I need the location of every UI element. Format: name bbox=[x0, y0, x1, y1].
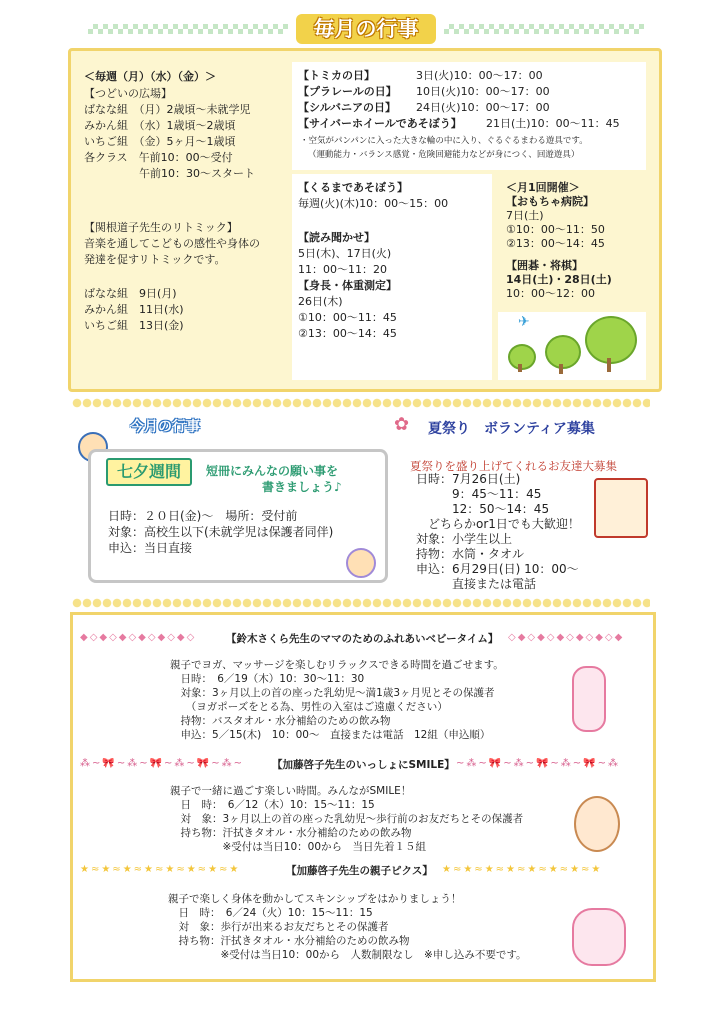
pics-heading: 【加藤啓子先生の親子ピクス】 bbox=[286, 865, 433, 877]
toy-value: 24日(火)10：00～17：00 bbox=[416, 101, 550, 114]
tanabata-date: 日時：２０日(金)～ 場所：受付前 bbox=[108, 509, 298, 523]
tanabata-message: 短冊にみんなの願い事を bbox=[206, 464, 339, 478]
read-dates: 5日(木)、17日(火) bbox=[298, 247, 392, 260]
doctor-time: ①10：00～11：50 bbox=[506, 223, 605, 236]
orihime-icon bbox=[346, 548, 376, 578]
this-month-title: 今月の行事 bbox=[130, 419, 200, 435]
tanabata-target: 対象：高校生以下(未就学児は保護者同伴) bbox=[108, 525, 334, 539]
weekly-sub: 【つどいの広場】 bbox=[84, 87, 172, 100]
rhythm-row: ばなな組 9日(月) bbox=[84, 287, 177, 300]
smile-line: 対 象：3ヶ月以上の首の座った乳幼児～歩行前のお友だちとその保護者 bbox=[170, 813, 524, 825]
toy-value: 21日(土)10：00～11：45 bbox=[486, 117, 620, 130]
rabbit-yoga-icon bbox=[572, 666, 606, 732]
go-time: 10：00～12：00 bbox=[506, 287, 595, 300]
toy-value: 3日(火)10：00～17：00 bbox=[416, 69, 543, 82]
rhythm-row: みかん組 11日(水) bbox=[84, 303, 184, 316]
volunteer-line: どちらかor1日でも大歓迎！ bbox=[416, 517, 580, 531]
pics-line: 日 時： 6／24（火）10：15～11：15 bbox=[168, 907, 373, 919]
tanabata-label: 七夕週間 bbox=[106, 458, 192, 486]
volunteer-line: 直接または電話 bbox=[416, 577, 537, 591]
weekly-row: 各クラス 午前10：00～受付 bbox=[84, 151, 233, 164]
tree-trunk bbox=[607, 358, 611, 372]
pics-line: ※受付は当日10：00から 人数制限なし ※申し込み不要です。 bbox=[168, 949, 527, 961]
cars-heading: 【くるまであそぼう】 bbox=[298, 181, 408, 194]
weekly-row: いちご組 （金）5ヶ月～1歳頃 bbox=[84, 135, 236, 148]
scallop-divider bbox=[72, 598, 650, 608]
smile-heading: 【加藤啓子先生のいっしょにSMILE】 bbox=[272, 759, 455, 771]
weekly-row: 午前10：30～スタート bbox=[84, 167, 255, 180]
ribbon-deco-right: ~⁂~🎀~⁂~🎀~⁂~🎀~⁂ bbox=[456, 758, 621, 769]
bird-icon: ✈ bbox=[518, 314, 530, 330]
volunteer-lead: 夏祭りを盛り上げてくれるお友達大募集 bbox=[410, 459, 617, 473]
volunteer-title: 夏祭り ボランティア募集 bbox=[428, 421, 595, 437]
weekly-heading: ＜毎週（月）（水）（金）＞ bbox=[84, 70, 216, 83]
read-time: 11：00～11：20 bbox=[298, 263, 387, 276]
tree-icon bbox=[585, 316, 637, 364]
rhythm-desc: 音楽を通してこどもの感性や身体の bbox=[84, 237, 260, 250]
baby-line: （ヨガポーズをとる為、男性の入室はご遠慮ください） bbox=[170, 701, 448, 713]
go-date: 14日(土)・28日(土) bbox=[506, 273, 612, 286]
pics-line: 持ち物：汗拭きタオル・水分補給のための飲み物 bbox=[168, 935, 410, 947]
baby-line: 申込：5／15(木) 10：00～ 直接または電話 12組（申込順） bbox=[170, 729, 491, 741]
baby-line: 持物：バスタオル・水分補給のための飲み物 bbox=[170, 715, 391, 727]
weekly-row: ばなな組 （月）2歳頃～未就学児 bbox=[84, 103, 251, 116]
monthly-heading: ＜月1回開催＞ bbox=[506, 181, 580, 194]
baby-line: 対象：3ヶ月以上の首の座った乳幼児～満1歳3ヶ月児とその保護者 bbox=[170, 687, 495, 699]
toy-label: 【サイバーホイールであそぼう】 bbox=[298, 117, 462, 130]
gem-deco-right: ◇◆◇◆◇◆◇◆◇◆◇◆ bbox=[508, 632, 625, 643]
measure-date: 26日(木) bbox=[298, 295, 343, 308]
rhythm-desc: 発達を促すリトミックです。 bbox=[84, 253, 226, 266]
weekly-row: みかん組 （水）1歳頃～2歳頃 bbox=[84, 119, 236, 132]
smile-line: 持ち物：汗拭きタオル・水分補給のための飲み物 bbox=[170, 827, 412, 839]
ribbon-deco-left: ⁂~🎀~⁂~🎀~⁂~🎀~⁂~ bbox=[80, 758, 245, 769]
smile-line: 日 時： 6／12（木）10：15～11：15 bbox=[170, 799, 375, 811]
tree-trunk bbox=[518, 364, 522, 372]
volunteer-line: 持物：水筒・タオル bbox=[416, 547, 525, 561]
toy-label: 【シルバニアの日】 bbox=[298, 101, 396, 114]
volunteer-line: 対象：小学生以上 bbox=[416, 532, 513, 546]
top-deco-band-right bbox=[444, 24, 644, 34]
volunteer-line: 日時：7月26日(土) bbox=[416, 472, 521, 486]
smile-line: 親子で一緒に過ごす楽しい時間。みんながSMILE！ bbox=[170, 785, 412, 797]
smile-line: ※受付は当日10：00から 当日先着１５組 bbox=[170, 841, 427, 853]
toy-label: 【プラレールの日】 bbox=[298, 85, 397, 98]
volunteer-line: 9：45～11：45 bbox=[416, 487, 542, 501]
toy-label: 【トミカの日】 bbox=[298, 69, 375, 82]
flower-icon: ✿ bbox=[394, 414, 410, 435]
top-deco-band-left bbox=[88, 24, 288, 34]
toy-value: 10日(火)10：00～17：00 bbox=[416, 85, 550, 98]
rhythm-heading: 【関根道子先生のリトミック】 bbox=[84, 221, 238, 234]
read-heading: 【読み聞かせ】 bbox=[298, 231, 375, 244]
measure-heading: 【身長・体重測定】 bbox=[298, 279, 397, 292]
go-heading: 【囲碁・将棋】 bbox=[506, 259, 583, 272]
measure-time: ②13：00～14：45 bbox=[298, 327, 397, 340]
parent-child-icon bbox=[574, 796, 620, 852]
baby-heading: 【鈴木さくら先生のママのためのふれあいベビータイム】 bbox=[226, 633, 499, 645]
measure-time: ①10：00～11：45 bbox=[298, 311, 397, 324]
volunteer-line: 12：50～14：45 bbox=[416, 502, 550, 516]
pics-line: 親子で楽しく身体を動かしてスキンシップをはかりましょう！ bbox=[168, 893, 462, 905]
toy-note: （運動能力・バランス感覚・危険回避能力などが身につく、回遊遊具） bbox=[308, 150, 580, 160]
star-deco-right: ★≈★≈★≈★≈★≈★≈★≈★ bbox=[442, 864, 603, 875]
volunteer-line: 申込：6月29日(日) 10：00～ bbox=[416, 562, 579, 576]
baby-line: 日時： 6／19（木）10：30～11：30 bbox=[170, 673, 365, 685]
doctor-time: ②13：00～14：45 bbox=[506, 237, 605, 250]
cars-value: 毎週(火)(木)10：00～15：00 bbox=[298, 197, 449, 210]
rabbit-exercise-icon bbox=[572, 908, 626, 966]
rhythm-row: いちご組 13日(金) bbox=[84, 319, 184, 332]
tree-icon bbox=[508, 344, 536, 370]
scallop-divider bbox=[72, 398, 650, 408]
star-deco-left: ★≈★≈★≈★≈★≈★≈★≈★ bbox=[80, 864, 241, 875]
toy-note: ・空気がパンパンに入った大きな輪の中に入り、ぐるぐるまわる遊具です。 bbox=[300, 136, 588, 146]
doctor-date: 7日(土) bbox=[506, 209, 544, 222]
doctor-heading: 【おもちゃ病院】 bbox=[506, 195, 594, 208]
tanabata-message: 書きましょう♪ bbox=[262, 480, 342, 494]
tree-trunk bbox=[559, 364, 563, 374]
page-title: 毎月の行事 bbox=[296, 14, 436, 44]
pics-line: 対 象：歩行が出来るお友だちとその保護者 bbox=[168, 921, 389, 933]
gem-deco-left: ◆◇◆◇◆◇◆◇◆◇◆◇ bbox=[80, 632, 197, 643]
tree-icon bbox=[545, 335, 581, 369]
baby-line: 親子でヨガ、マッサージを楽しむリラックスできる時間を過ごせます。 bbox=[170, 659, 504, 671]
tanabata-apply: 申込：当日直接 bbox=[108, 541, 193, 555]
drum-festival-icon bbox=[594, 478, 648, 538]
